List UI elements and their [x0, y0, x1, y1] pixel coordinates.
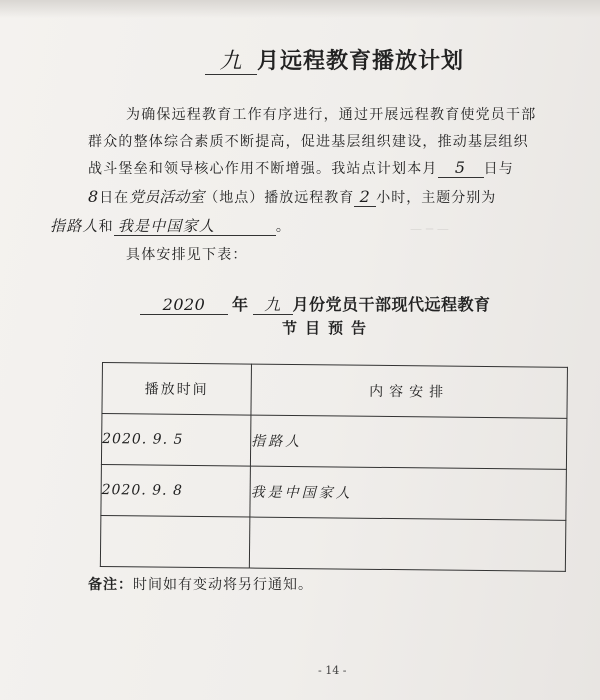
- intro-line-5-end: 。: [275, 219, 292, 235]
- intro-line-4-end: 小时，主题分别为: [376, 190, 497, 206]
- page-shadow: [0, 0, 600, 18]
- hours-blank: [354, 188, 376, 207]
- topic2-handwritten: 我是中国家人: [117, 217, 216, 235]
- topic1-handwritten: 指路人: [50, 217, 99, 235]
- intro-line-4-mid2: （地点）播放远程教育: [204, 190, 355, 206]
- footnote-text: 时间如有变动将另行通知。: [133, 577, 313, 593]
- day1-blank: [438, 159, 484, 178]
- title-month-blank: [205, 50, 257, 75]
- table-row: [100, 515, 566, 571]
- table-cell-content: 指路人: [250, 415, 567, 469]
- table-cell-time: 2020. 9. 5: [101, 414, 251, 467]
- intro-line-4-mid1: 日在: [99, 190, 130, 206]
- title-text: 月远程教育播放计划: [257, 49, 465, 74]
- footnote: [88, 574, 313, 594]
- intro-line-3-text: 战斗堡垒和领导核心作用不断增强。我站点计划本月: [88, 161, 438, 177]
- program-title-suffix: 月份党员干部现代远程教育: [292, 295, 491, 314]
- intro-line-5: [50, 215, 291, 236]
- program-title: [140, 292, 491, 315]
- program-month-handwritten: 九: [264, 295, 281, 314]
- intro-line-6: 具体安排见下表：: [126, 247, 248, 263]
- day1-handwritten: 5: [454, 158, 467, 177]
- program-year-blank: [140, 296, 228, 315]
- intro-line-2: 群众的整体综合素质不断提高，促进基层组织建设，推动基层组织: [88, 134, 529, 150]
- program-year-handwritten: 2020: [162, 295, 206, 314]
- program-month-blank: [253, 296, 293, 315]
- intro-line-5-mid: 和: [98, 219, 114, 235]
- footnote-label: 备注：: [88, 577, 133, 593]
- program-subtitle: 节目预告: [282, 319, 375, 337]
- hours-handwritten: 2: [359, 187, 371, 206]
- program-year-suffix: 年: [232, 295, 249, 314]
- bleed-through-text: — ─ —: [410, 222, 449, 236]
- topic2-blank: [114, 218, 276, 236]
- page-number: - 14 -: [318, 664, 347, 677]
- intro-line-4: [88, 186, 496, 207]
- table-header-row: [102, 363, 568, 419]
- title-month-handwritten: 九: [219, 49, 243, 74]
- intro-line-1: 为确保远程教育工作有序进行，通过开展远程教育使党员干部: [126, 107, 537, 123]
- table-row: [101, 464, 567, 520]
- table-header-content: 内容安排: [251, 364, 568, 418]
- table-cell-time: 2020. 9. 8: [101, 464, 251, 517]
- table-cell-time: [100, 515, 250, 568]
- schedule-table: [100, 362, 568, 572]
- location-handwritten: 党员活动室: [129, 188, 205, 206]
- table-cell-content: 我是中国家人: [250, 466, 567, 520]
- page-title: [205, 44, 464, 75]
- table-row: [101, 414, 567, 470]
- table-cell-content: [249, 517, 566, 571]
- day2-handwritten: 8: [88, 187, 100, 206]
- table-header-time: 播放时间: [102, 363, 252, 416]
- intro-line-3-end: 日与: [483, 161, 515, 177]
- intro-line-3: [88, 158, 514, 178]
